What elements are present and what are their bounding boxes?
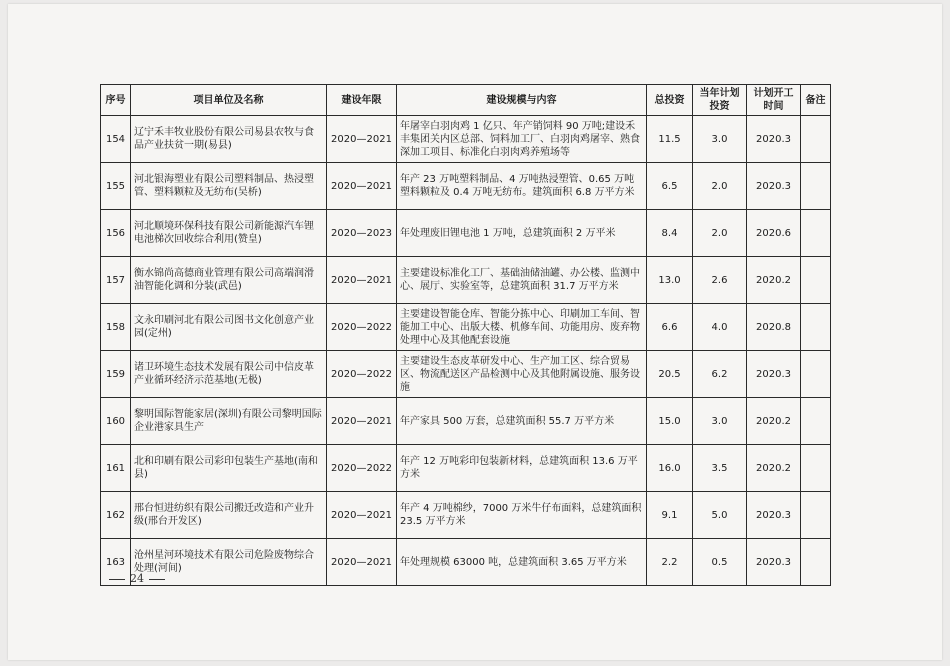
row-name: 沧州星河环境技术有限公司危险废物综合处理(河间) bbox=[131, 539, 327, 586]
row-annual: 3.0 bbox=[693, 116, 747, 163]
row-annual: 2.0 bbox=[693, 163, 747, 210]
table-row bbox=[101, 445, 831, 492]
row-no: 163 bbox=[101, 539, 131, 586]
footer-dash-left bbox=[109, 579, 125, 580]
row-years: 2020—2021 bbox=[327, 539, 397, 586]
row-total: 6.6 bbox=[647, 304, 693, 351]
row-no: 155 bbox=[101, 163, 131, 210]
page-number: 24 bbox=[130, 572, 144, 585]
row-name: 北和印刷有限公司彩印包装生产基地(南和县) bbox=[131, 445, 327, 492]
header-annual-investment: 当年计划投资 bbox=[693, 85, 747, 116]
row-annual: 3.0 bbox=[693, 398, 747, 445]
row-start: 2020.6 bbox=[747, 210, 801, 257]
header-start-time: 计划开工时间 bbox=[747, 85, 801, 116]
table-row bbox=[101, 210, 831, 257]
row-remark bbox=[801, 492, 831, 539]
row-total: 20.5 bbox=[647, 351, 693, 398]
row-total: 8.4 bbox=[647, 210, 693, 257]
row-content: 年产 12 万吨彩印包装新材料，总建筑面积 13.6 万平方米 bbox=[397, 445, 647, 492]
table-row bbox=[101, 398, 831, 445]
row-total: 9.1 bbox=[647, 492, 693, 539]
header-total-investment: 总投资 bbox=[647, 85, 693, 116]
header-content: 建设规模与内容 bbox=[397, 85, 647, 116]
row-no: 156 bbox=[101, 210, 131, 257]
table-row bbox=[101, 257, 831, 304]
table-row bbox=[101, 351, 831, 398]
row-remark bbox=[801, 398, 831, 445]
row-no: 158 bbox=[101, 304, 131, 351]
row-start: 2020.3 bbox=[747, 351, 801, 398]
row-name: 邢台恒进纺织有限公司搬迁改造和产业升级(邢台开发区) bbox=[131, 492, 327, 539]
row-total: 6.5 bbox=[647, 163, 693, 210]
row-years: 2020—2021 bbox=[327, 116, 397, 163]
row-name: 河北顺境环保科技有限公司新能源汽车锂电池梯次回收综合利用(赞皇) bbox=[131, 210, 327, 257]
row-content: 主要建设智能仓库、智能分拣中心、印刷加工车间、智能加工中心、出版大楼、机修车间、功能用房、废弃物处理中心及其他配套设施 bbox=[397, 304, 647, 351]
row-content: 年处理规模 63000 吨，总建筑面积 3.65 万平方米 bbox=[397, 539, 647, 586]
row-no: 162 bbox=[101, 492, 131, 539]
table-row bbox=[101, 163, 831, 210]
row-remark bbox=[801, 163, 831, 210]
row-start: 2020.2 bbox=[747, 445, 801, 492]
row-content: 年处理废旧锂电池 1 万吨，总建筑面积 2 万平米 bbox=[397, 210, 647, 257]
row-years: 2020—2022 bbox=[327, 351, 397, 398]
row-name: 文永印刷河北有限公司图书文化创意产业园(定州) bbox=[131, 304, 327, 351]
row-remark bbox=[801, 304, 831, 351]
table-row bbox=[101, 492, 831, 539]
row-name: 辽宁禾丰牧业股份有限公司易县农牧与食品产业扶贫一期(易县) bbox=[131, 116, 327, 163]
row-name: 诸卫环境生态技术发展有限公司中信皮革产业循环经济示范基地(无极) bbox=[131, 351, 327, 398]
row-years: 2020—2021 bbox=[327, 163, 397, 210]
row-content: 年产 23 万吨塑料制品、4 万吨热浸塑管、0.65 万吨塑料颗粒及 0.4 万吨无纺布。建筑面积 6.8 万平方米 bbox=[397, 163, 647, 210]
project-table bbox=[100, 84, 831, 586]
row-content: 主要建设生态皮革研发中心、生产加工区、综合贸易区、物流配送区产品检测中心及其他附属设施、服务设施 bbox=[397, 351, 647, 398]
row-no: 157 bbox=[101, 257, 131, 304]
row-years: 2020—2022 bbox=[327, 304, 397, 351]
table-row bbox=[101, 304, 831, 351]
row-annual: 5.0 bbox=[693, 492, 747, 539]
row-content: 年屠宰白羽肉鸡 1 亿只、年产销饲料 90 万吨;建设禾丰集团关内区总部、饲料加工厂、白羽肉鸡屠宰、熟食深加工项目、标准化白羽肉鸡养殖场等 bbox=[397, 116, 647, 163]
table-header-row bbox=[101, 85, 831, 116]
row-years: 2020—2023 bbox=[327, 210, 397, 257]
row-start: 2020.2 bbox=[747, 398, 801, 445]
row-name: 黎明国际智能家居(深圳)有限公司黎明国际企业港家具生产 bbox=[131, 398, 327, 445]
row-start: 2020.2 bbox=[747, 257, 801, 304]
row-years: 2020—2021 bbox=[327, 257, 397, 304]
row-total: 13.0 bbox=[647, 257, 693, 304]
row-name: 衡水锦尚高德商业管理有限公司高端润滑油智能化调和分装(武邑) bbox=[131, 257, 327, 304]
row-years: 2020—2021 bbox=[327, 492, 397, 539]
row-content: 年产 4 万吨棉纱，7000 万米牛仔布面料，总建筑面积 23.5 万平方米 bbox=[397, 492, 647, 539]
row-start: 2020.3 bbox=[747, 492, 801, 539]
row-no: 159 bbox=[101, 351, 131, 398]
row-remark bbox=[801, 351, 831, 398]
row-annual: 2.0 bbox=[693, 210, 747, 257]
row-years: 2020—2022 bbox=[327, 445, 397, 492]
page-footer bbox=[104, 572, 170, 585]
row-annual: 4.0 bbox=[693, 304, 747, 351]
row-years: 2020—2021 bbox=[327, 398, 397, 445]
table-row bbox=[101, 116, 831, 163]
row-total: 15.0 bbox=[647, 398, 693, 445]
header-years: 建设年限 bbox=[327, 85, 397, 116]
header-remark: 备注 bbox=[801, 85, 831, 116]
row-total: 11.5 bbox=[647, 116, 693, 163]
row-start: 2020.3 bbox=[747, 163, 801, 210]
header-name: 项目单位及名称 bbox=[131, 85, 327, 116]
row-annual: 0.5 bbox=[693, 539, 747, 586]
row-total: 2.2 bbox=[647, 539, 693, 586]
document-page bbox=[8, 4, 942, 660]
row-start: 2020.3 bbox=[747, 539, 801, 586]
footer-dash-right bbox=[149, 579, 165, 580]
row-content: 年产家具 500 万套，总建筑面积 55.7 万平方米 bbox=[397, 398, 647, 445]
row-remark bbox=[801, 445, 831, 492]
row-no: 161 bbox=[101, 445, 131, 492]
row-annual: 3.5 bbox=[693, 445, 747, 492]
row-no: 160 bbox=[101, 398, 131, 445]
row-remark bbox=[801, 539, 831, 586]
row-start: 2020.3 bbox=[747, 116, 801, 163]
row-content: 主要建设标准化工厂、基础油储油罐、办公楼、监测中心、展厅、实验室等，总建筑面积 31.7 万平方米 bbox=[397, 257, 647, 304]
row-start: 2020.8 bbox=[747, 304, 801, 351]
row-name: 河北银海塑业有限公司塑料制品、热浸塑管、塑料颗粒及无纺布(吴桥) bbox=[131, 163, 327, 210]
row-remark bbox=[801, 210, 831, 257]
row-remark bbox=[801, 257, 831, 304]
row-no: 154 bbox=[101, 116, 131, 163]
row-annual: 2.6 bbox=[693, 257, 747, 304]
row-total: 16.0 bbox=[647, 445, 693, 492]
table-row bbox=[101, 539, 831, 586]
row-remark bbox=[801, 116, 831, 163]
row-annual: 6.2 bbox=[693, 351, 747, 398]
header-no: 序号 bbox=[101, 85, 131, 116]
